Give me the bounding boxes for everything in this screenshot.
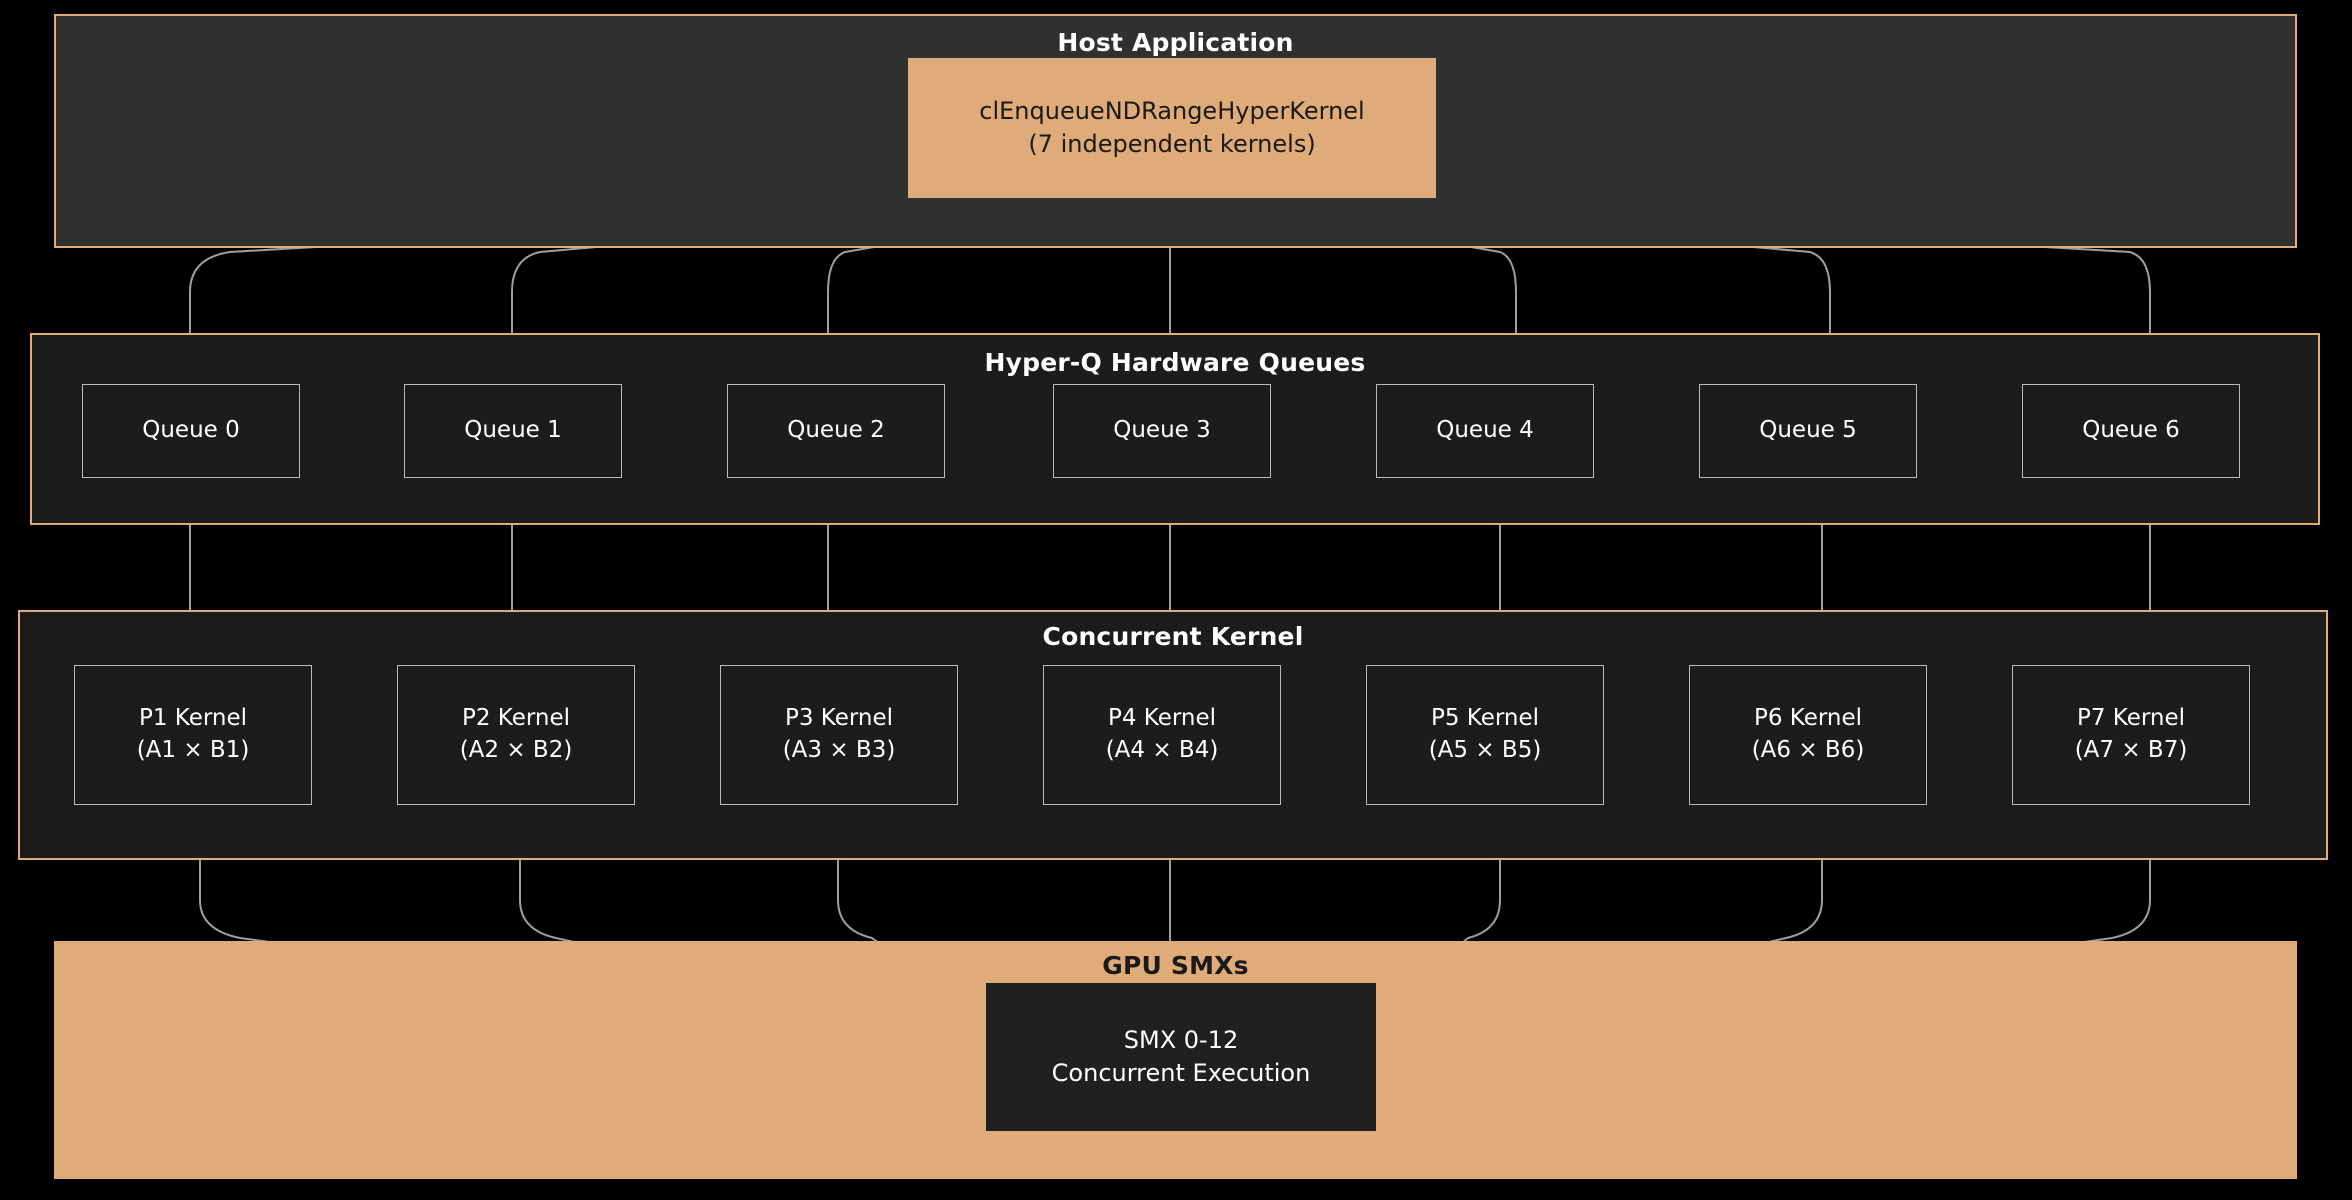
node-kernel-p4[interactable] <box>1043 665 1281 805</box>
node-kernel-p5[interactable] <box>1366 665 1604 805</box>
api-call-detail: (7 independent kernels) <box>1028 130 1316 158</box>
queue-6-label: Queue 6 <box>2082 417 2180 444</box>
kernel-p3-name: P3 Kernel <box>784 705 894 732</box>
group-title-queues: Hyper-Q Hardware Queues <box>984 348 1366 377</box>
kernel-p1-name: P1 Kernel <box>138 705 248 732</box>
group-title-kernels: Concurrent Kernel <box>1042 622 1304 651</box>
smx-execution-label: Concurrent Execution <box>1051 1059 1311 1087</box>
node-kernel-p7[interactable] <box>2012 665 2250 805</box>
smx-range-label: SMX 0-12 <box>1123 1025 1239 1054</box>
kernel-p2-name: P2 Kernel <box>461 705 571 732</box>
node-smx-execution[interactable] <box>986 983 1376 1131</box>
queue-4-label: Queue 4 <box>1436 417 1534 444</box>
node-queue-5[interactable] <box>1699 384 1917 478</box>
node-kernel-p3[interactable] <box>720 665 958 805</box>
queue-2-label: Queue 2 <box>787 417 885 444</box>
node-queue-2[interactable] <box>727 384 945 478</box>
queue-1-label: Queue 1 <box>464 417 562 444</box>
kernel-p3-detail: (A3 × B3) <box>782 737 896 763</box>
node-queue-3[interactable] <box>1053 384 1271 478</box>
kernel-p5-detail: (A5 × B5) <box>1428 737 1542 763</box>
queue-0-label: Queue 0 <box>142 417 240 444</box>
node-queue-4[interactable] <box>1376 384 1594 478</box>
node-queue-1[interactable] <box>404 384 622 478</box>
kernel-p4-name: P4 Kernel <box>1107 705 1217 732</box>
node-kernel-p6[interactable] <box>1689 665 1927 805</box>
kernel-p4-detail: (A4 × B4) <box>1105 737 1219 763</box>
node-api-call[interactable] <box>908 58 1436 198</box>
node-queue-0[interactable] <box>82 384 300 478</box>
node-queue-6[interactable] <box>2022 384 2240 478</box>
api-call-name: clEnqueueNDRangeHyperKernel <box>979 96 1365 125</box>
queue-5-label: Queue 5 <box>1759 417 1857 444</box>
group-title-host: Host Application <box>1057 28 1294 57</box>
kernel-p1-detail: (A1 × B1) <box>136 737 250 763</box>
kernel-p7-name: P7 Kernel <box>2076 705 2186 732</box>
kernel-p5-name: P5 Kernel <box>1430 705 1540 732</box>
node-kernel-p1[interactable] <box>74 665 312 805</box>
group-title-smx: GPU SMXs <box>1102 951 1249 980</box>
kernel-p2-detail: (A2 × B2) <box>459 737 573 763</box>
kernel-p6-detail: (A6 × B6) <box>1751 737 1865 763</box>
kernel-p7-detail: (A7 × B7) <box>2074 737 2188 763</box>
kernel-p6-name: P6 Kernel <box>1753 705 1863 732</box>
node-kernel-p2[interactable] <box>397 665 635 805</box>
queue-3-label: Queue 3 <box>1113 417 1211 444</box>
